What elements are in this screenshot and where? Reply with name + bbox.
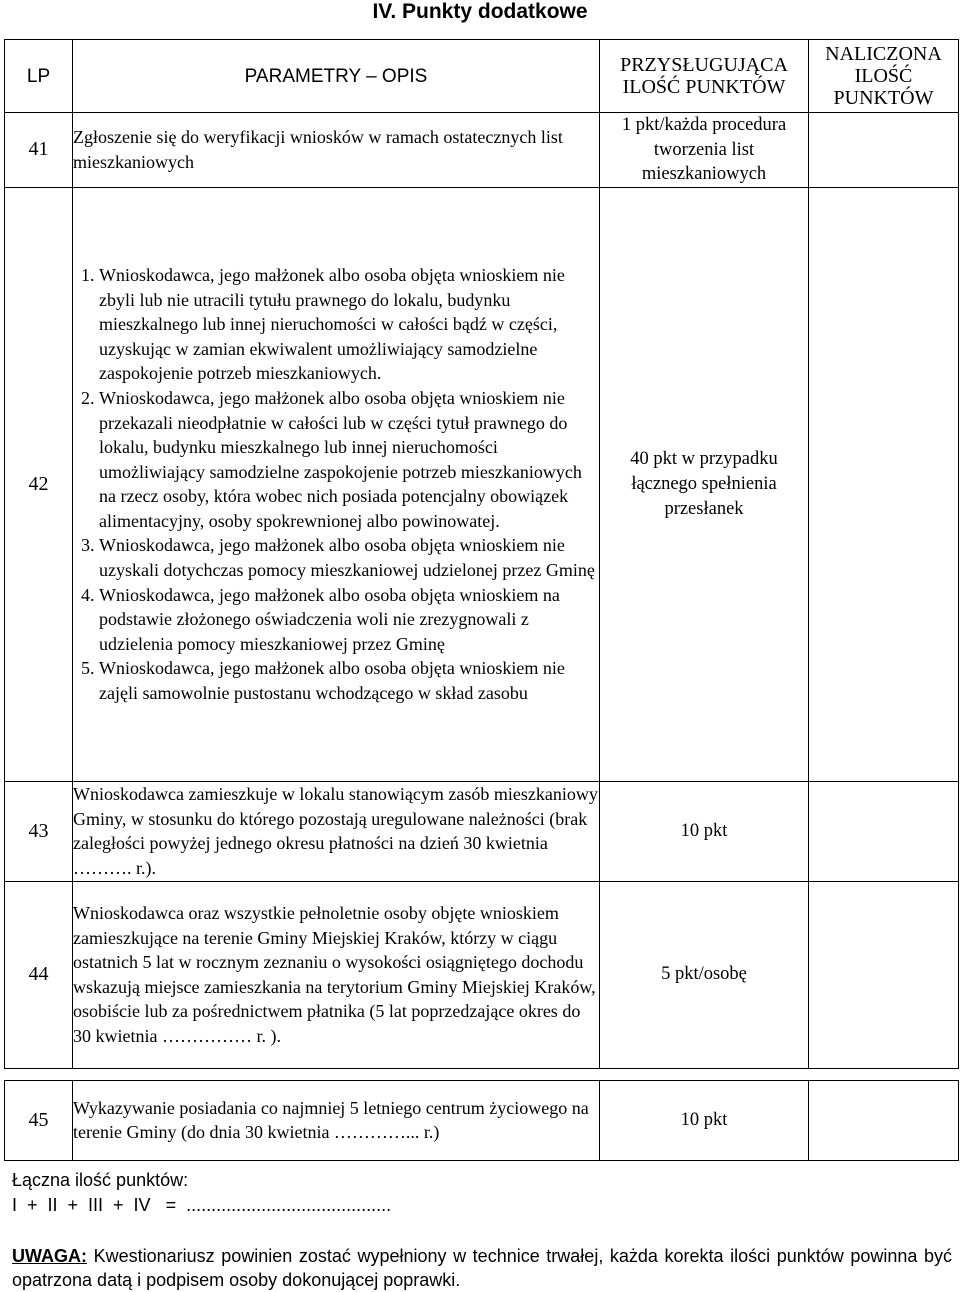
- total-formula: I + II + III + IV = .........................................: [12, 1195, 392, 1215]
- row-calculated-cell[interactable]: [809, 781, 959, 881]
- header-calculated: NALICZONA ILOŚĆ PUNKTÓW: [809, 40, 959, 113]
- row-calculated-cell[interactable]: [809, 187, 959, 781]
- row-points: 10 pkt: [600, 1080, 809, 1160]
- points-table: [4, 39, 959, 1161]
- table-row: [5, 881, 959, 1068]
- section-title: IV. Punkty dodatkowe: [372, 0, 588, 23]
- row-points: 5 pkt/osobę: [600, 881, 809, 1068]
- row-lp: 42: [5, 187, 73, 781]
- row-calculated-cell[interactable]: [809, 881, 959, 1068]
- conditions-list: [73, 263, 599, 706]
- row-lp: 43: [5, 781, 73, 881]
- row-points: 1 pkt/każda procedura tworzenia list mieszkaniowych: [600, 113, 809, 188]
- condition-item: 4. Wnioskodawca, jego małżonek albo osoba objęta wnioskiem na podstawie złożonego oświadczenia woli nie zrezygnowali z udzielenia pomocy mieszkaniowej przez Gminę: [99, 583, 599, 657]
- table-row: [5, 187, 959, 781]
- header-granted: PRZYSŁUGUJĄCA ILOŚĆ PUNKTÓW: [600, 40, 809, 113]
- condition-item: 1. Wnioskodawca, jego małżonek albo osoba objęta wnioskiem nie zbyli lub nie utracili tytułu prawnego do lokalu, budynku mieszkalnego lub innej nieruchomości w całości bądź w części, uzyskując w zamian ekwiwalent umożliwiający samodzielne zaspokojenie potrzeb mieszkaniowych.: [99, 263, 599, 386]
- row-desc: Wnioskodawca zamieszkuje w lokalu stanowiącym zasób mieszkaniowy Gminy, w stosunku do którego pozostają uregulowane należności (brak zaległości powyżej jednego okresu płatności na dzień 30 kwietnia ………. r.).: [73, 781, 600, 881]
- row-calculated-cell[interactable]: [809, 1080, 959, 1160]
- row-points: 40 pkt w przypadku łącznego spełnienia przesłanek: [600, 187, 809, 781]
- table-header-row: [5, 40, 959, 113]
- row-desc: [73, 187, 600, 781]
- table-row: [5, 113, 959, 188]
- table-row: [5, 1080, 959, 1160]
- note-text: Kwestionariusz powinien zostać wypełniony w technice trwałej, każda korekta ilości punktów powinna być opatrzona datą i podpisem osoby dokonującej poprawki.: [12, 1246, 952, 1290]
- row-desc: Wnioskodawca oraz wszystkie pełnoletnie osoby objęte wnioskiem zamieszkujące na terenie Gminy Miejskiej Kraków, którzy w ciągu ostatnich 5 lat w rocznym zeznaniu o wysokości osiągniętego dochodu wskazują miejsce zamieszkania na terytorium Gminy Miejskiej Kraków, osobiście lub za pośrednictwem płatnika (5 lat poprzedzające okres do 30 kwietnia …………… r. ).: [73, 881, 600, 1068]
- total-label: Łączna ilość punktów:: [12, 1170, 189, 1190]
- row-calculated-cell[interactable]: [809, 113, 959, 188]
- condition-item: 3. Wnioskodawca, jego małżonek albo osoba objęta wnioskiem nie uzyskali dotychczas pomocy mieszkaniowej udzielonej przez Gminę: [99, 533, 599, 582]
- header-lp: LP: [5, 40, 73, 113]
- row-desc: Wykazywanie posiadania co najmniej 5 letniego centrum życiowego na terenie Gminy (do dnia 30 kwietnia …………... r.): [73, 1080, 600, 1160]
- note-label: UWAGA:: [12, 1246, 87, 1266]
- row-lp: 45: [5, 1080, 73, 1160]
- note: [12, 1244, 952, 1292]
- header-params: PARAMETRY – OPIS: [73, 40, 600, 113]
- condition-item: 2. Wnioskodawca, jego małżonek albo osoba objęta wnioskiem nie przekazali nieodpłatnie w całości lub w części tytuł prawnego do lokalu, budynku mieszkalnego lub innej nieruchomości umożliwiający samodzielne zaspokojenie potrzeb mieszkaniowych na rzecz osoby, która wobec nich posiada potencjalny obowiązek alimentacyjny, osoby spokrewnionej albo powinowatej.: [99, 386, 599, 534]
- condition-item: 5. Wnioskodawca, jego małżonek albo osoba objęta wnioskiem nie zajęli samowolnie pustostanu wchodzącego w skład zasobu: [99, 656, 599, 705]
- row-points: 10 pkt: [600, 781, 809, 881]
- table-spacer-row: [5, 1068, 959, 1080]
- table-row: [5, 781, 959, 881]
- row-desc: Zgłoszenie się do weryfikacji wniosków w ramach ostatecznych list mieszkaniowych: [73, 113, 600, 188]
- row-lp: 41: [5, 113, 73, 188]
- row-lp: 44: [5, 881, 73, 1068]
